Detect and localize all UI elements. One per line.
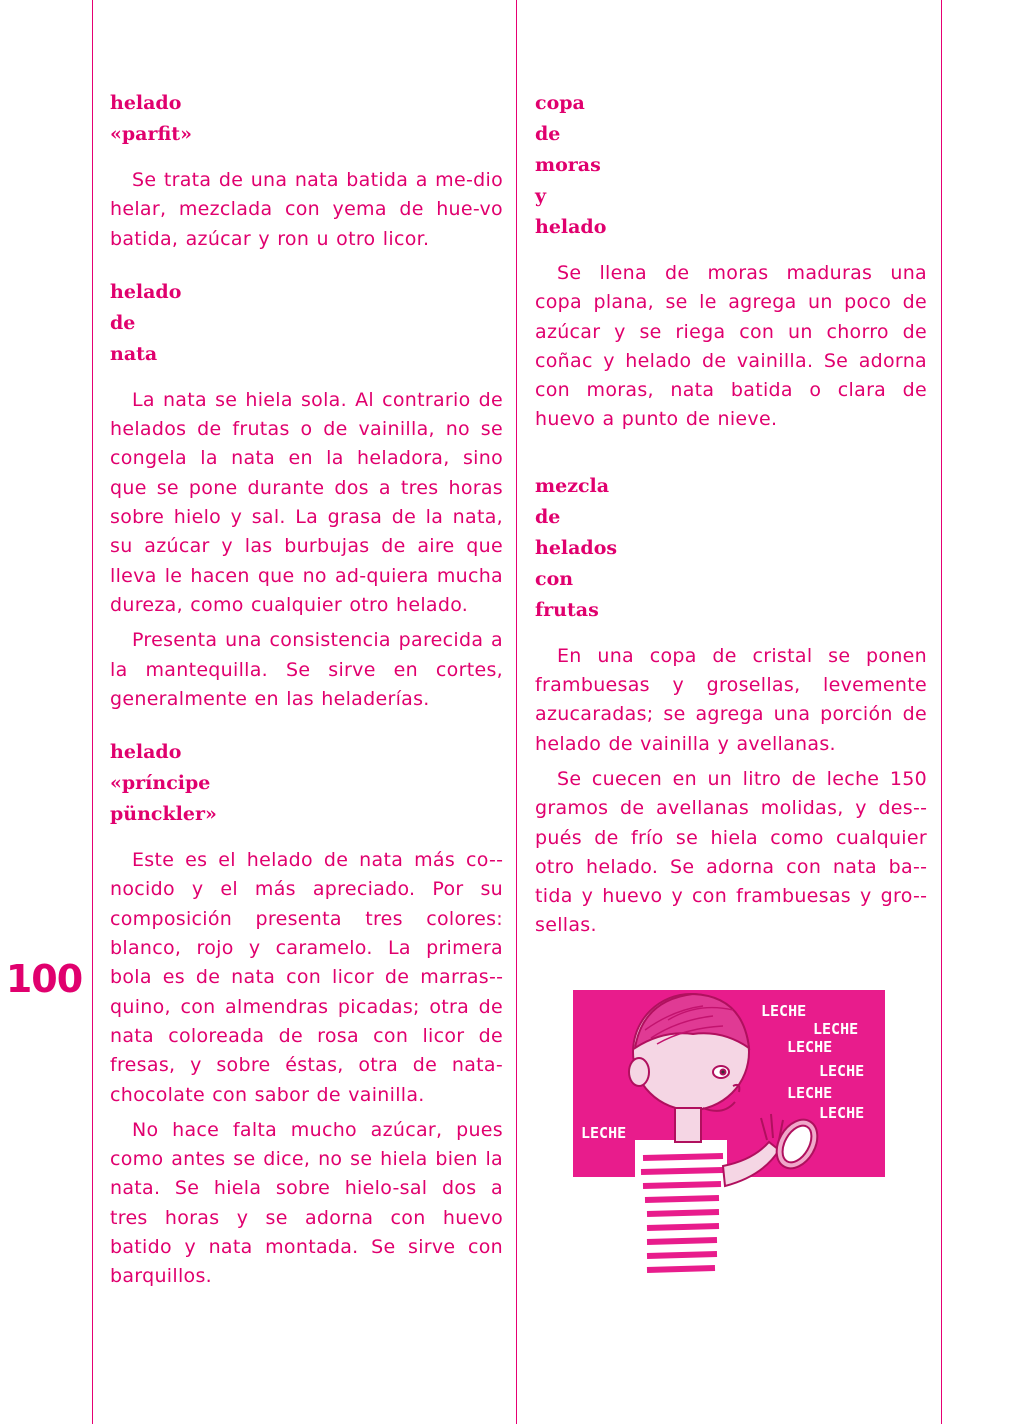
- recipe-title: [535, 88, 927, 243]
- center-column-rule: [516, 0, 517, 1424]
- recipe-title-line: de: [110, 311, 136, 334]
- leche-text: LECHE: [819, 1062, 865, 1080]
- leche-text: LECHE: [787, 1084, 833, 1102]
- recipe-title: [110, 88, 503, 150]
- leche-text: LECHE: [813, 1020, 859, 1038]
- recipe-body: [535, 642, 927, 941]
- recipe-title-line: mezcla: [535, 474, 610, 497]
- recipe-title-line: y: [535, 185, 547, 207]
- recipe-paragraph: Presenta una consistencia parecida a la mantequilla. Se sirve en cortes, generalmente en las heladerías.: [110, 629, 503, 710]
- recipe-copa-de-moras: [535, 88, 927, 435]
- recipe-paragraph: No hace falta mucho azúcar, pues como antes se dice, no se hiela bien la nata. Se hiela sobre hielo-sal dos a tres horas y se adorna con huevo batido y nata montada. Se sirve con barquillos.: [110, 1118, 503, 1288]
- recipe-title-line: helado: [110, 741, 182, 764]
- recipe-helado-de-nata: [110, 277, 503, 714]
- page-number: 100: [5, 957, 83, 1001]
- leche-text: LECHE: [581, 1124, 627, 1142]
- recipe-title-line: moras: [535, 154, 601, 176]
- recipe-title-line: «parfit»: [110, 123, 192, 145]
- recipe-title-line: copa: [535, 92, 585, 114]
- recipe-title-line: «príncipe: [110, 772, 211, 795]
- recipe-title-line: de: [535, 123, 561, 145]
- recipe-title-line: de: [535, 505, 561, 528]
- left-column: [110, 88, 503, 1315]
- right-column: [535, 88, 927, 964]
- recipe-title: [110, 737, 503, 830]
- boy-with-mirror-illustration: [573, 990, 885, 1286]
- recipe-paragraph: La nata se hiela sola. Al contrario de helados de frutas o de vainilla, no se congela la nata en la heladora, sino que se pone durante dos a tres horas sobre hielo y sal. La grasa de la nata, su azúcar y las burbujas de aire que lleva le hacen que no ad-quiera mucha dureza, como cualquier otro helado.: [110, 388, 503, 616]
- recipe-title-line: helados: [535, 536, 618, 559]
- recipe-paragraph: Se llena de moras maduras una copa plana, se le agrega un poco de azúcar y se riega con un chorro de coñac y helado de vainilla. Se adorna con moras, nata batida o clara de huevo a punto de nieve.: [535, 262, 927, 431]
- recipe-paragraph: Se trata de una nata batida a me-dio helar, mezclada con yema de hue-vo batida, azúcar y ron u otro licor.: [110, 169, 503, 250]
- left-column-rule: [92, 0, 93, 1424]
- striped-shirt: [641, 1156, 723, 1270]
- recipe-paragraph: Este es el helado de nata más co-nocido y el más apreciado. Por su composición presenta tres colores: blanco, rojo y caramelo. La primera bola es de nata con licor de marras-quino, con almendras picadas; otra de nata coloreada de rosa con licor de fresas, y sobre éstas, otra de nata-chocolate con sabor de vainilla.: [110, 849, 503, 1106]
- recipe-helado-principe-pinckler: [110, 737, 503, 1291]
- recipe-body: [110, 386, 503, 714]
- recipe-title-line: helado: [535, 216, 607, 238]
- recipe-title-line: helado: [110, 280, 182, 303]
- recipe-title-line: frutas: [535, 598, 599, 621]
- recipe-title-line: helado: [110, 92, 182, 114]
- recipe-title-line: pünckler»: [110, 803, 217, 826]
- recipe-title-line: nata: [110, 342, 158, 365]
- leche-text: LECHE: [787, 1038, 833, 1056]
- recipe-body: [110, 846, 503, 1291]
- recipe-paragraph: Se cuecen en un litro de leche 150 gramos de avellanas molidas, y des-pués de frío se hiela como cualquier otro helado. Se adorna con nata ba-tida y huevo y con frambuesas y gro-sellas.: [535, 767, 927, 937]
- leche-text: LECHE: [761, 1002, 807, 1020]
- recipe-title-line: con: [535, 567, 574, 590]
- recipe-title: [535, 471, 927, 626]
- recipe-helado-parfit: [110, 88, 503, 254]
- recipe-body: [535, 259, 927, 435]
- right-column-rule: [941, 0, 942, 1424]
- leche-text: LECHE: [819, 1104, 865, 1122]
- recipe-title: [110, 277, 503, 370]
- recipe-paragraph: En una copa de cristal se ponen frambuesas y grosellas, levemente azucaradas; se agrega una porción de helado de vainilla y avellanas.: [535, 644, 927, 755]
- recipe-mezcla-de-helados: [535, 471, 927, 941]
- recipe-body: [110, 166, 503, 254]
